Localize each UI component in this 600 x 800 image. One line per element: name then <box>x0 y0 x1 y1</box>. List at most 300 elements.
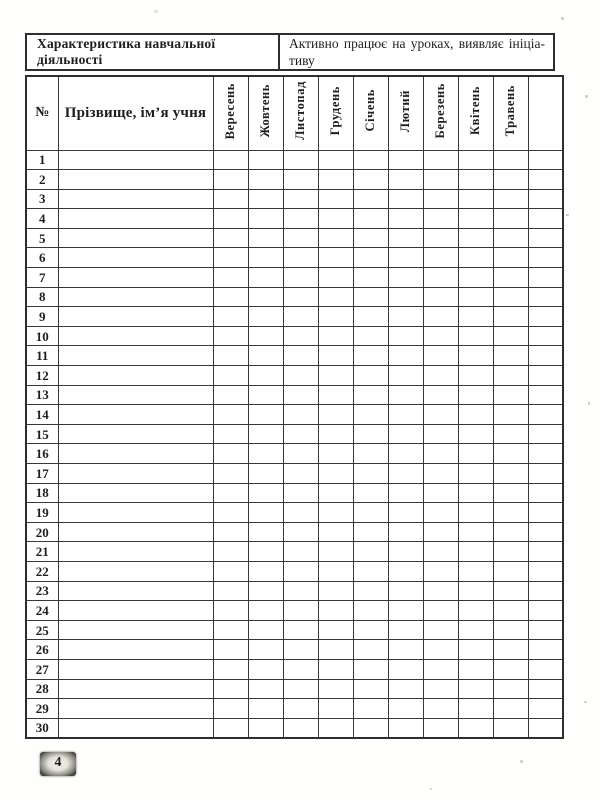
grid-cell <box>388 542 423 562</box>
grid-cell <box>423 366 458 386</box>
grid-cell <box>388 640 423 660</box>
table-row <box>26 659 563 679</box>
grid-cell <box>493 326 528 346</box>
grid-cell <box>528 307 563 327</box>
grid-cell <box>423 640 458 660</box>
grid-cell <box>528 601 563 621</box>
grid-cell <box>248 405 283 425</box>
table-header-row <box>26 76 563 150</box>
grid-cell <box>248 444 283 464</box>
row-number-cell: 8 <box>26 287 58 307</box>
scan-speck <box>585 95 588 98</box>
row-number-cell: 15 <box>26 424 58 444</box>
student-name-cell <box>58 542 213 562</box>
grid-cell <box>318 620 353 640</box>
grid-cell <box>318 268 353 288</box>
table-row <box>26 561 563 581</box>
grid-cell <box>283 659 318 679</box>
grid-cell <box>353 307 388 327</box>
grid-cell <box>493 170 528 190</box>
grid-cell <box>458 581 493 601</box>
col-header-month-5 <box>353 76 388 150</box>
grid-cell <box>458 170 493 190</box>
grid-cell <box>423 287 458 307</box>
grid-cell <box>493 464 528 484</box>
scan-speck <box>430 788 432 790</box>
grid-cell <box>423 424 458 444</box>
grid-cell <box>213 307 248 327</box>
grid-cell <box>528 405 563 425</box>
grid-cell <box>388 307 423 327</box>
grid-cell <box>283 150 318 170</box>
grid-cell <box>458 248 493 268</box>
grid-cell <box>318 679 353 699</box>
grid-cell <box>388 444 423 464</box>
grid-cell <box>458 307 493 327</box>
grid-cell <box>213 366 248 386</box>
grid-cell <box>353 581 388 601</box>
grid-cell <box>283 307 318 327</box>
grid-cell <box>283 228 318 248</box>
grid-cell <box>213 385 248 405</box>
grid-cell <box>458 561 493 581</box>
grid-cell <box>458 424 493 444</box>
grid-cell <box>318 522 353 542</box>
student-name-cell <box>58 228 213 248</box>
grid-cell <box>528 444 563 464</box>
grid-cell <box>493 659 528 679</box>
grid-cell <box>353 464 388 484</box>
grid-cell <box>283 679 318 699</box>
grid-cell <box>318 366 353 386</box>
grid-cell <box>213 581 248 601</box>
grid-cell <box>353 679 388 699</box>
grid-cell <box>213 464 248 484</box>
grid-cell <box>423 326 458 346</box>
grid-cell <box>388 366 423 386</box>
grid-cell <box>528 640 563 660</box>
criterion-line-2: тиву <box>289 52 315 68</box>
grid-cell <box>388 483 423 503</box>
grid-cell <box>423 620 458 640</box>
grid-cell <box>353 405 388 425</box>
grid-cell <box>318 248 353 268</box>
col-header-student-name: Прізвище, ім’я учня <box>58 76 213 150</box>
grid-cell <box>493 268 528 288</box>
grid-cell <box>353 699 388 719</box>
grid-cell <box>493 640 528 660</box>
grid-cell <box>388 228 423 248</box>
student-name-cell <box>58 679 213 699</box>
grid-cell <box>423 601 458 621</box>
grid-cell <box>318 561 353 581</box>
grid-cell <box>528 679 563 699</box>
grid-cell <box>493 718 528 738</box>
table-row <box>26 307 563 327</box>
grid-cell <box>388 405 423 425</box>
grid-cell <box>458 464 493 484</box>
student-name-cell <box>58 326 213 346</box>
row-number-cell: 21 <box>26 542 58 562</box>
month-label: Березень <box>433 83 448 139</box>
grid-cell <box>423 385 458 405</box>
journal-table <box>25 75 564 739</box>
table-row <box>26 444 563 464</box>
row-number-cell: 9 <box>26 307 58 327</box>
grid-cell <box>318 659 353 679</box>
month-label: Грудень <box>328 86 343 136</box>
student-name-cell <box>58 424 213 444</box>
grid-cell <box>248 718 283 738</box>
grid-cell <box>213 679 248 699</box>
grid-cell <box>213 640 248 660</box>
scan-speck <box>588 402 590 405</box>
grid-cell <box>353 718 388 738</box>
grid-cell <box>213 522 248 542</box>
grid-cell <box>458 228 493 248</box>
student-name-cell <box>58 718 213 738</box>
grid-cell <box>388 346 423 366</box>
grid-cell <box>528 189 563 209</box>
scan-speck <box>520 760 523 763</box>
grid-cell <box>458 405 493 425</box>
grid-cell <box>283 581 318 601</box>
grid-cell <box>423 679 458 699</box>
table-row <box>26 620 563 640</box>
grid-cell <box>318 385 353 405</box>
grid-cell <box>248 679 283 699</box>
grid-cell <box>388 581 423 601</box>
grid-cell <box>423 346 458 366</box>
grid-cell <box>493 542 528 562</box>
month-label: Вересень <box>223 82 238 139</box>
grid-cell <box>283 542 318 562</box>
student-name-cell <box>58 522 213 542</box>
grid-cell <box>458 718 493 738</box>
grid-cell <box>213 424 248 444</box>
grid-cell <box>318 405 353 425</box>
table-row <box>26 503 563 523</box>
grid-cell <box>283 405 318 425</box>
grid-cell <box>353 189 388 209</box>
grid-cell <box>318 307 353 327</box>
grid-cell <box>248 483 283 503</box>
grid-cell <box>528 522 563 542</box>
grid-cell <box>423 248 458 268</box>
col-header-month-8 <box>458 76 493 150</box>
grid-cell <box>213 189 248 209</box>
grid-cell <box>528 561 563 581</box>
grid-cell <box>388 189 423 209</box>
month-label: Травень <box>503 85 518 137</box>
grid-cell <box>248 346 283 366</box>
grid-cell <box>318 503 353 523</box>
row-number-cell: 30 <box>26 718 58 738</box>
grid-cell <box>388 150 423 170</box>
grid-cell <box>493 601 528 621</box>
col-header-month-2 <box>248 76 283 150</box>
grid-cell <box>318 581 353 601</box>
grid-cell <box>388 718 423 738</box>
grid-cell <box>458 699 493 719</box>
table-row <box>26 150 563 170</box>
grid-cell <box>423 464 458 484</box>
grid-cell <box>318 287 353 307</box>
grid-cell <box>213 405 248 425</box>
grid-cell <box>283 366 318 386</box>
grid-cell <box>528 209 563 229</box>
grid-cell <box>388 326 423 346</box>
row-number-cell: 5 <box>26 228 58 248</box>
col-header-month-7 <box>423 76 458 150</box>
grid-cell <box>458 189 493 209</box>
table-row <box>26 522 563 542</box>
table-row <box>26 464 563 484</box>
grid-cell <box>353 620 388 640</box>
grid-cell <box>423 150 458 170</box>
grid-cell <box>528 483 563 503</box>
grid-cell <box>528 248 563 268</box>
grid-cell <box>493 189 528 209</box>
grid-cell <box>353 287 388 307</box>
student-name-cell <box>58 150 213 170</box>
grid-cell <box>353 150 388 170</box>
grid-cell <box>213 503 248 523</box>
grid-cell <box>283 561 318 581</box>
grid-cell <box>283 503 318 523</box>
row-number-cell: 13 <box>26 385 58 405</box>
grid-cell <box>213 659 248 679</box>
table-row <box>26 385 563 405</box>
grid-cell <box>388 699 423 719</box>
grid-cell <box>248 209 283 229</box>
row-number-cell: 6 <box>26 248 58 268</box>
grid-cell <box>283 326 318 346</box>
grid-cell <box>318 346 353 366</box>
scan-speck <box>566 214 569 216</box>
grid-cell <box>248 189 283 209</box>
grid-cell <box>353 483 388 503</box>
grid-cell <box>248 248 283 268</box>
grid-cell <box>388 601 423 621</box>
grid-cell <box>353 366 388 386</box>
grid-cell <box>493 699 528 719</box>
table-row <box>26 601 563 621</box>
grid-cell <box>213 483 248 503</box>
grid-cell <box>318 209 353 229</box>
grid-cell <box>213 444 248 464</box>
grid-cell <box>318 424 353 444</box>
grid-cell <box>458 287 493 307</box>
table-row <box>26 209 563 229</box>
grid-cell <box>423 561 458 581</box>
student-name-cell <box>58 483 213 503</box>
page-number: 4 <box>54 755 62 770</box>
month-label: Жовтень <box>258 84 273 138</box>
student-name-cell <box>58 366 213 386</box>
scan-speck <box>561 17 564 20</box>
grid-cell <box>213 718 248 738</box>
grid-cell <box>493 405 528 425</box>
grid-cell <box>318 699 353 719</box>
grid-cell <box>213 170 248 190</box>
grid-cell <box>213 268 248 288</box>
grid-cell <box>458 542 493 562</box>
grid-cell <box>528 287 563 307</box>
grid-cell <box>528 542 563 562</box>
row-number-cell: 29 <box>26 699 58 719</box>
grid-cell <box>493 150 528 170</box>
grid-cell <box>493 346 528 366</box>
table-row <box>26 424 563 444</box>
row-number-cell: 19 <box>26 503 58 523</box>
grid-cell <box>353 601 388 621</box>
grid-cell <box>493 424 528 444</box>
grid-cell <box>493 228 528 248</box>
grid-cell <box>528 268 563 288</box>
student-name-cell <box>58 170 213 190</box>
grid-cell <box>388 620 423 640</box>
student-name-cell <box>58 248 213 268</box>
col-header-month-6 <box>388 76 423 150</box>
table-row <box>26 366 563 386</box>
row-number-cell: 18 <box>26 483 58 503</box>
grid-cell <box>353 170 388 190</box>
grid-cell <box>353 346 388 366</box>
row-number-cell: 20 <box>26 522 58 542</box>
grid-cell <box>318 542 353 562</box>
col-header-empty <box>528 76 563 150</box>
row-number-cell: 4 <box>26 209 58 229</box>
grid-cell <box>248 326 283 346</box>
grid-cell <box>423 405 458 425</box>
grid-cell <box>213 150 248 170</box>
row-number-cell: 16 <box>26 444 58 464</box>
student-name-cell <box>58 287 213 307</box>
row-number-cell: 3 <box>26 189 58 209</box>
grid-cell <box>493 561 528 581</box>
row-number-cell: 26 <box>26 640 58 660</box>
col-header-month-9 <box>493 76 528 150</box>
grid-cell <box>248 640 283 660</box>
grid-cell <box>528 150 563 170</box>
table-row <box>26 346 563 366</box>
grid-cell <box>283 189 318 209</box>
grid-cell <box>528 659 563 679</box>
grid-cell <box>248 170 283 190</box>
grid-cell <box>493 307 528 327</box>
grid-cell <box>493 483 528 503</box>
table-row <box>26 228 563 248</box>
grid-cell <box>528 228 563 248</box>
table-row <box>26 405 563 425</box>
grid-cell <box>283 464 318 484</box>
grid-cell <box>353 659 388 679</box>
grid-cell <box>388 385 423 405</box>
grid-cell <box>213 542 248 562</box>
grid-cell <box>493 522 528 542</box>
grid-cell <box>248 150 283 170</box>
grid-cell <box>423 503 458 523</box>
grid-cell <box>528 424 563 444</box>
grid-cell <box>458 268 493 288</box>
grid-cell <box>388 170 423 190</box>
grid-cell <box>213 326 248 346</box>
grid-cell <box>528 503 563 523</box>
grid-cell <box>283 483 318 503</box>
grid-cell <box>423 209 458 229</box>
grid-cell <box>248 561 283 581</box>
grid-cell <box>388 503 423 523</box>
student-name-cell <box>58 268 213 288</box>
student-name-cell <box>58 503 213 523</box>
grid-cell <box>458 209 493 229</box>
grid-cell <box>423 170 458 190</box>
header-box <box>25 33 555 71</box>
scan-speck <box>584 701 587 703</box>
grid-cell <box>388 209 423 229</box>
table-row <box>26 699 563 719</box>
grid-cell <box>318 444 353 464</box>
table-row <box>26 483 563 503</box>
row-number-cell: 28 <box>26 679 58 699</box>
grid-cell <box>283 444 318 464</box>
row-number-cell: 10 <box>26 326 58 346</box>
grid-cell <box>423 581 458 601</box>
grid-cell <box>458 444 493 464</box>
grid-cell <box>318 718 353 738</box>
grid-cell <box>283 601 318 621</box>
grid-cell <box>528 718 563 738</box>
grid-cell <box>528 464 563 484</box>
grid-cell <box>318 601 353 621</box>
student-name-cell <box>58 581 213 601</box>
grid-cell <box>458 150 493 170</box>
grid-cell <box>458 385 493 405</box>
student-name-cell <box>58 307 213 327</box>
grid-cell <box>528 170 563 190</box>
grid-cell <box>353 503 388 523</box>
grid-cell <box>458 366 493 386</box>
grid-cell <box>318 150 353 170</box>
row-number-cell: 7 <box>26 268 58 288</box>
student-name-cell <box>58 385 213 405</box>
grid-cell <box>493 503 528 523</box>
student-name-cell <box>58 561 213 581</box>
grid-cell <box>458 679 493 699</box>
grid-cell <box>283 170 318 190</box>
student-name-cell <box>58 699 213 719</box>
table-row <box>26 640 563 660</box>
grid-cell <box>248 464 283 484</box>
grid-cell <box>248 228 283 248</box>
grid-cell <box>318 170 353 190</box>
criterion-text <box>280 35 553 69</box>
grid-cell <box>283 287 318 307</box>
row-number-cell: 14 <box>26 405 58 425</box>
grid-cell <box>493 679 528 699</box>
grid-cell <box>423 228 458 248</box>
grid-cell <box>423 483 458 503</box>
table-row <box>26 248 563 268</box>
grid-cell <box>388 522 423 542</box>
grid-cell <box>423 268 458 288</box>
grid-cell <box>248 522 283 542</box>
row-number-cell: 27 <box>26 659 58 679</box>
grid-cell <box>353 248 388 268</box>
grid-cell <box>213 228 248 248</box>
month-label: Листопад <box>293 81 308 141</box>
